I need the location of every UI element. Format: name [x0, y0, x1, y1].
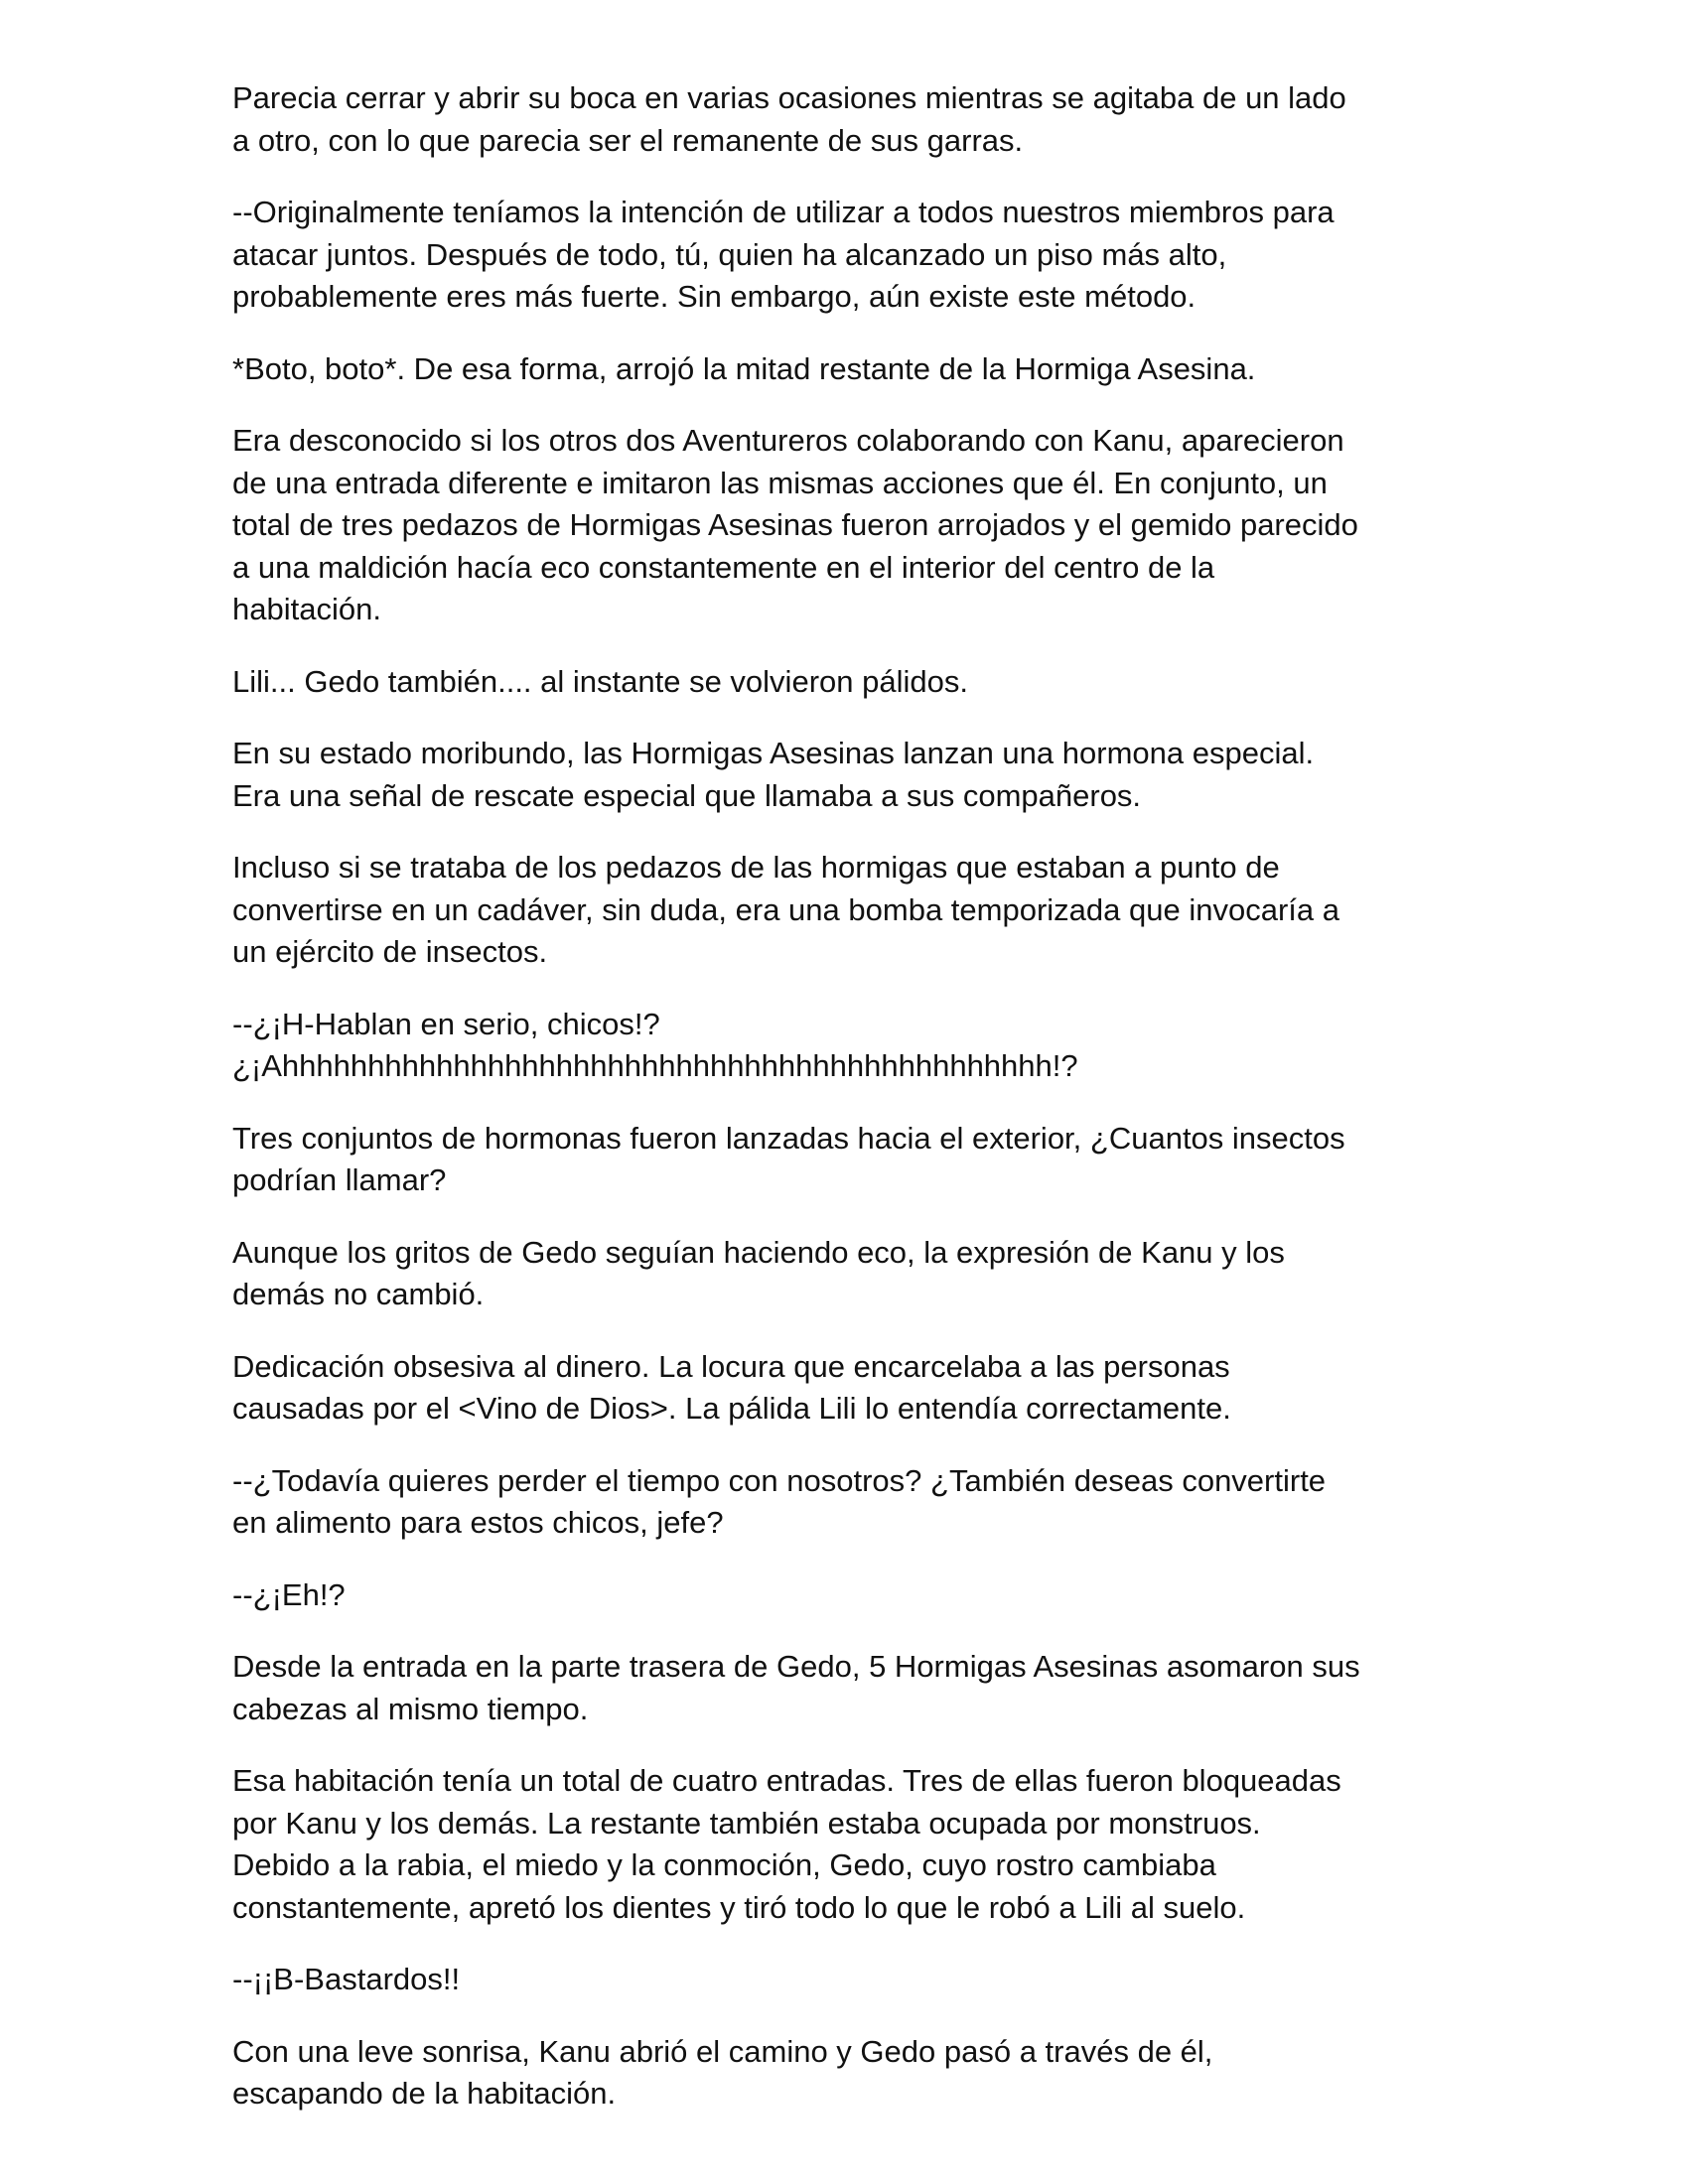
paragraph-15: Esa habitación tenía un total de cuatro entradas. Tres de ellas fueron bloqueadas por Kanu y los demás. La restante también estaba ocupada por monstruos. Debido a la rabia, el miedo y la conmoción, Gedo, cuyo rostro cambiaba constantemente, apretó los dientes y tiró todo lo que le robó a Lili al suelo.: [232, 1763, 1341, 1925]
paragraph-7: Incluso si se trataba de los pedazos de las hormigas que estaban a punto de convertirse en un cadáver, sin duda, era una bomba temporizada que invocaría a un ejército de insectos.: [232, 850, 1339, 969]
document-page: [232, 77, 1464, 2145]
paragraph-16: --¡¡B-Bastardos!!: [232, 1962, 461, 1996]
paragraph-13: --¿¡Eh!?: [232, 1576, 346, 1612]
paragraph-2: --Originalmente teníamos la intención de utilizar a todos nuestros miembros para atacar juntos. Después de todo, tú, quien ha alcanzado un piso más alto, probablemente eres más fuerte. Sin embargo, aún existe este método.: [232, 195, 1335, 314]
paragraph-9: Tres conjuntos de hormonas fueron lanzadas hacia el exterior, ¿Cuantos insectos podrían llamar?: [232, 1120, 1345, 1197]
paragraph-17: Con una leve sonrisa, Kanu abrió el camino y Gedo pasó a través de él, escapando de la habitación.: [232, 2033, 1213, 2111]
paragraph-6: En su estado moribundo, las Hormigas Asesinas lanzan una hormona especial. Era una señal de rescate especial que llamaba a sus compañeros.: [232, 736, 1315, 813]
paragraph-12: --¿Todavía quieres perder el tiempo con nosotros? ¿También deseas convertirte en alimento para estos chicos, jefe?: [232, 1462, 1327, 1540]
paragraph-11: Dedicación obsesiva al dinero. La locura que encarcelaba a las personas causadas por el <Vino de Dios>. La pálida Lili lo entendía correctamente.: [232, 1348, 1231, 1426]
paragraph-14: Desde la entrada en la parte trasera de Gedo, 5 Hormigas Asesinas asomaron sus cabezas al mismo tiempo.: [232, 1649, 1360, 1726]
paragraph-1: Parecia cerrar y abrir su boca en varias ocasiones mientras se agitaba de un lado a otro, con lo que parecia ser el remanente de sus garras.: [232, 80, 1346, 158]
paragraph-4: Era desconocido si los otros dos Aventureros colaborando con Kanu, aparecieron de una entrada diferente e imitaron las mismas acciones que él. En conjunto, un total de tres pedazos de Hormigas Asesinas fueron arrojados y el gemido parecido a una maldición hacía eco constantemente en el interior del centro de la habitación.: [232, 423, 1358, 626]
paragraph-10: Aunque los gritos de Gedo seguían haciendo eco, la expresión de Kanu y los demás no cambió.: [232, 1234, 1285, 1311]
paragraph-5: Lili... Gedo también.... al instante se volvieron pálidos.: [232, 663, 968, 699]
paragraph-3: *Boto, boto*. De esa forma, arrojó la mitad restante de la Hormiga Asesina.: [232, 350, 1256, 386]
paragraph-8: --¿¡H-Hablan en serio, chicos!? ¿¡Ahhhhhhhhhhhhhhhhhhhhhhhhhhhhhhhhhhhhhhhhhhhhh!?: [232, 1006, 1078, 1083]
